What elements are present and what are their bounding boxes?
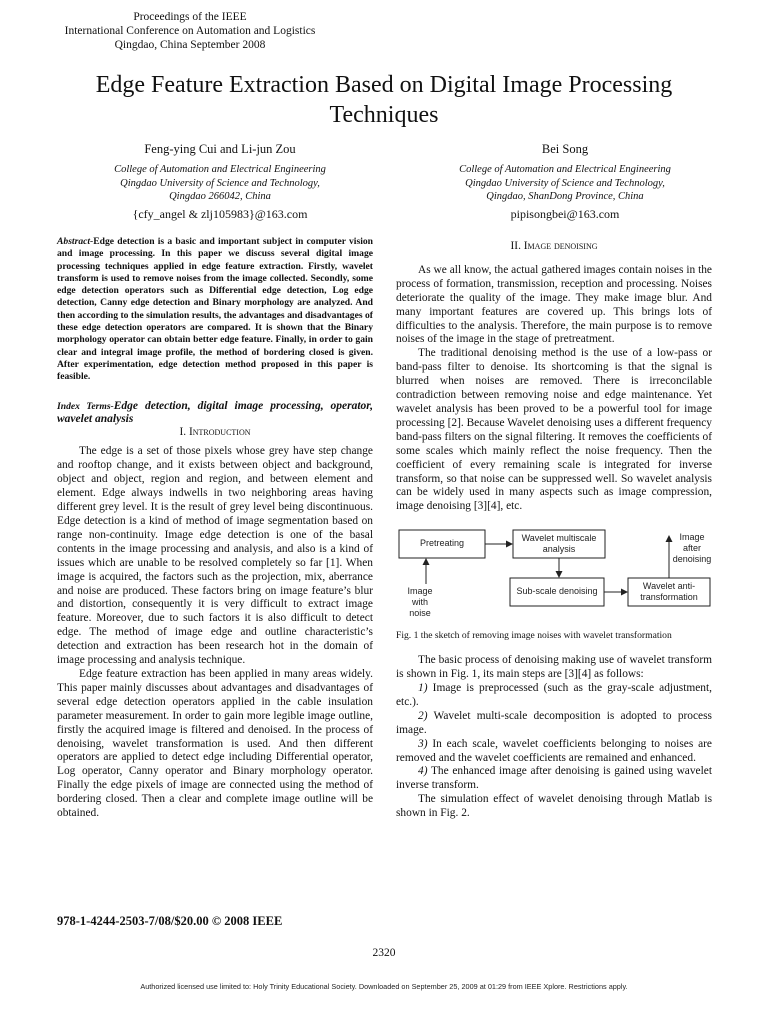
step-number: 4): [418, 765, 428, 778]
label-pretreating: Pretreating: [419, 538, 465, 549]
affiliation-line: Qingdao University of Science and Technology,: [465, 177, 665, 189]
proceedings-line: Proceedings of the IEEE: [133, 11, 247, 23]
proceedings-header: [40, 10, 340, 52]
abstract: [57, 236, 373, 384]
abstract-text: Edge detection is a basic and important subject in computer vision and image processing. In this paper we discuss several digital image processing techniques applied in edge feature extraction. Firstly, wavelet transform is used to remove noises from the image collected. Secondly, some edge detection operators such as Differential edge detection, Log edge detection, Canny edge detection and Binary morphology are analyzed. And then according to the simulation results, the advantages and disadvantages of these edge detection operators are compared. It is shown that the Binary morphology operator can obtain better edge feature. Finally, in order to gain clear and integral image profile, the method of bordering closed is given. After experimentation, edge detection method proposed in this paper is feasible.: [57, 236, 373, 383]
step-text: Image is preprocessed (such as the gray-scale adjustment, etc.).: [396, 682, 712, 708]
abstract-lead: Abstract-: [57, 236, 94, 247]
author-block-left: [60, 142, 380, 221]
body-paragraph: The basic process of denoising making use of wavelet transform is shown in Fig. 1, its main steps are [3][4] as follows:: [396, 654, 712, 681]
label-input-image: Image with noise: [407, 586, 433, 619]
affiliation-line: Qingdao University of Science and Technology,: [120, 177, 320, 189]
right-column: [396, 236, 712, 821]
body-paragraph: As we all know, the actual gathered images contain noises in the process of formation, transmission, reception and processing. Noises deteriorate the quality of the image. They make image blur. And many important features are covered up. This brings lots of difficulties to the analysis. Therefore, the main purpose is to remove noises of the image in the stage of pretreatment.: [396, 263, 712, 346]
left-column: [57, 236, 373, 821]
label-anti: Wavelet anti-transformation: [640, 581, 698, 603]
page-number: 2320: [372, 947, 396, 959]
author-names: Bei Song: [541, 142, 589, 156]
step-item: [396, 682, 712, 710]
step-number: 2): [418, 709, 428, 722]
affiliation-line: College of Automation and Electrical Engineering: [114, 164, 326, 175]
step-text: In each scale, wavelet coefficients belonging to noises are removed and the wavelet coefficients are remained and enhanced.: [396, 737, 712, 764]
step-item: [396, 765, 712, 793]
author-names: Feng-ying Cui and Li-jun Zou: [144, 142, 296, 156]
proceedings-line: Qingdao, China September 2008: [114, 39, 266, 51]
body-paragraph: The edge is a set of those pixels whose grey have step change and rooftop change, and it exists between object and background, object and object, region and region, and between element and element. Edge always indwells in two neighboring areas having different grey level. It is the result of grey level being discontinuous. Edge detection is a kind of method of image segmentation based on range non-continuity. Image edge detection is one of the basal contents in the image processing and analysis, and also is a kind of issues which are unable to be resolved completely so far [1]. When image is acquired, the factors such as the projection, mix, aberrance and noise are produced. These factors bring on image feature’s blur and distortion, consequently it is very difficult to extract image feature. Moreover, due to such factors it is also difficult to detect edge. The method of image edge and outline characteristic’s detection and extraction has been research hot in the domain of image processing and analysis technique.: [57, 445, 373, 667]
step-item: [396, 738, 712, 766]
index-terms-lead: Index Terms-: [57, 400, 114, 412]
license-footer: Authorized licensed use limited to: Holy Trinity Educational Society. Downloaded on September 25, 2009 at 01:29 from IEEE Xplore. Restrictions apply.: [140, 982, 628, 991]
label-output-image: Image after denoising: [672, 532, 712, 565]
affiliation-line: Qingdao 266042, China: [169, 191, 271, 202]
step-number: 3): [418, 737, 428, 750]
paper-title: Edge Feature Extraction Based on Digital Image Processing Techniques: [95, 72, 673, 128]
index-terms-text: Edge detection, digital image processing, operator, wavelet analysis: [57, 399, 373, 425]
affiliation-line: College of Automation and Electrical Engineering: [459, 164, 671, 175]
label-multiscale: Wavelet multiscale analysis: [521, 533, 597, 555]
affiliation-line: Qingdao, ShanDong Province, China: [486, 191, 644, 202]
step-text: Wavelet multi-scale decomposition is adopted to process image.: [396, 709, 712, 736]
figure-1-diagram: [396, 526, 712, 626]
author-block-right: [405, 142, 725, 221]
step-text: The enhanced image after denoising is gained using wavelet inverse transform.: [396, 765, 712, 792]
body-paragraph: The traditional denoising method is the use of a low-pass or band-pass filter to denoise. Its shortcoming is that the signal is blurred when noises are removed. There is irreconcilable contradiction between removing noise and edge maintenance. Yet wavelet analysis has been proved to be a powerful tool for image processing [2]. Because Wavelet denoising uses a different frequency band-pass filters on the signal filtering. It removes the coefficients of some scales which mainly reflect the noise frequency. Then the coefficient of every remaining scale is integrated for inverse transform, so that noise can be suppressed well. So wavelet analysis can be widely used in many aspects such as image compression, image denoising [3][4], etc.: [396, 347, 712, 513]
step-number: 1): [418, 682, 428, 695]
body-paragraph: Edge feature extraction has been applied in many areas widely. This paper mainly discusses about advantages and disadvantages of several edge detection operators applied in the cable insulation parameter measurement. In order to gain more legible image outline, firstly the acquired image is filtered and denoised. In the process of denoising, wavelet transformation is used. And then different operators are applied to detect edge including Differential operator, Log operator, Canny operator and Binary morphology operator. Finally the edge pixels of image are connected using the method of bordering closed. Then a clear and complete image outline will be obtained.: [57, 667, 373, 820]
proceedings-line: International Conference on Automation and Logistics: [64, 25, 316, 37]
index-terms: [57, 400, 373, 426]
figure-caption: Fig. 1 the sketch of removing image noises with wavelet transformation: [396, 630, 672, 642]
step-item: [396, 710, 712, 738]
isbn-copyright: 978-1-4244-2503-7/08/$20.00 © 2008 IEEE: [57, 914, 283, 928]
label-subscale: Sub-scale denoising: [516, 586, 598, 597]
section-heading-image-denoising: II. Image denoising: [510, 240, 598, 252]
author-email: {cfy_angel & zlj105983}@163.com: [132, 206, 308, 221]
body-paragraph: The simulation effect of wavelet denoising through Matlab is shown in Fig. 2.: [396, 793, 712, 820]
author-email: pipisongbei@163.com: [510, 206, 620, 221]
section-heading-introduction: I. Introduction: [179, 425, 251, 438]
